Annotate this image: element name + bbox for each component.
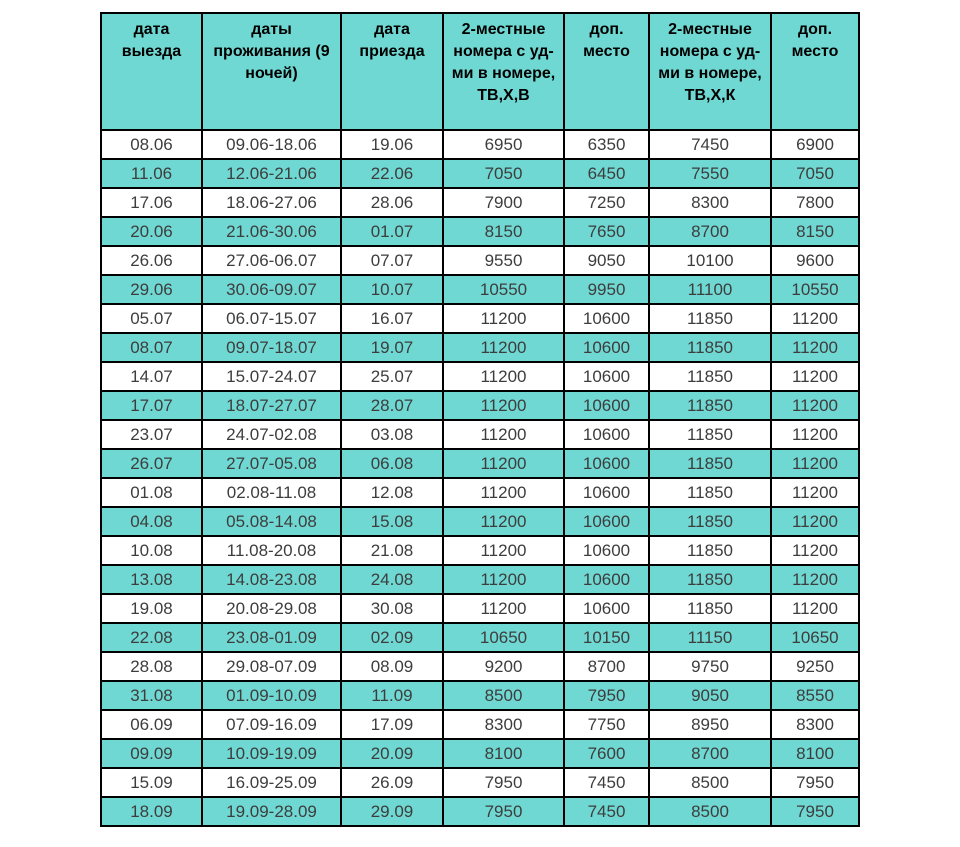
table-cell: 7950 [771, 797, 859, 826]
header-departure-date: дата выезда [101, 13, 202, 130]
table-cell: 10600 [564, 565, 649, 594]
table-row [101, 681, 859, 710]
table-cell: 11.06 [101, 159, 202, 188]
table-cell: 8300 [771, 710, 859, 739]
table-cell: 11200 [443, 536, 564, 565]
table-cell: 10150 [564, 623, 649, 652]
header-stay-dates: даты проживания (9 ночей) [202, 13, 341, 130]
table-cell: 11.08-20.08 [202, 536, 341, 565]
table-cell: 19.07 [341, 333, 443, 362]
table-body [101, 130, 859, 826]
table-cell: 10100 [649, 246, 771, 275]
table-cell: 11200 [443, 449, 564, 478]
table-row [101, 768, 859, 797]
table-cell: 7950 [443, 768, 564, 797]
table-cell: 8500 [649, 797, 771, 826]
table-row [101, 217, 859, 246]
table-cell: 11200 [771, 420, 859, 449]
table-cell: 6900 [771, 130, 859, 159]
table-row [101, 333, 859, 362]
table-cell: 16.09-25.09 [202, 768, 341, 797]
table-cell: 8100 [443, 739, 564, 768]
table-row [101, 536, 859, 565]
table-cell: 11200 [771, 536, 859, 565]
table-cell: 11850 [649, 420, 771, 449]
header-extra-bed-1: доп. место [564, 13, 649, 130]
table-row [101, 188, 859, 217]
table-cell: 10600 [564, 507, 649, 536]
table-cell: 7600 [564, 739, 649, 768]
table-cell: 23.08-01.09 [202, 623, 341, 652]
table-cell: 7650 [564, 217, 649, 246]
table-cell: 11850 [649, 565, 771, 594]
table-cell: 01.07 [341, 217, 443, 246]
table-cell: 09.09 [101, 739, 202, 768]
table-cell: 10.09-19.09 [202, 739, 341, 768]
table-cell: 7950 [443, 797, 564, 826]
table-row [101, 710, 859, 739]
table-row [101, 130, 859, 159]
table-cell: 25.07 [341, 362, 443, 391]
table-cell: 09.07-18.07 [202, 333, 341, 362]
table-cell: 10600 [564, 333, 649, 362]
table-cell: 11850 [649, 304, 771, 333]
table-cell: 26.06 [101, 246, 202, 275]
table-cell: 7950 [564, 681, 649, 710]
table-cell: 08.06 [101, 130, 202, 159]
table-cell: 9550 [443, 246, 564, 275]
table-cell: 15.07-24.07 [202, 362, 341, 391]
table-cell: 02.09 [341, 623, 443, 652]
table-cell: 9050 [649, 681, 771, 710]
table-cell: 11200 [443, 565, 564, 594]
table-cell: 19.06 [341, 130, 443, 159]
table-cell: 8300 [649, 188, 771, 217]
table-cell: 10650 [771, 623, 859, 652]
header-double-room-tvhk: 2-местные номера с уд-ми в номере, ТВ,Х,К [649, 13, 771, 130]
header-extra-bed-2: доп. место [771, 13, 859, 130]
table-cell: 11200 [771, 391, 859, 420]
table-cell: 08.09 [341, 652, 443, 681]
table-cell: 10600 [564, 536, 649, 565]
table-cell: 7450 [564, 768, 649, 797]
table-cell: 11200 [771, 304, 859, 333]
table-row [101, 159, 859, 188]
table-cell: 8700 [649, 217, 771, 246]
table-cell: 10600 [564, 594, 649, 623]
table-cell: 11850 [649, 594, 771, 623]
table-cell: 26.07 [101, 449, 202, 478]
table-cell: 18.06-27.06 [202, 188, 341, 217]
table-cell: 20.08-29.08 [202, 594, 341, 623]
table-cell: 7250 [564, 188, 649, 217]
table-cell: 11.09 [341, 681, 443, 710]
table-cell: 29.09 [341, 797, 443, 826]
table-cell: 17.09 [341, 710, 443, 739]
table-cell: 21.06-30.06 [202, 217, 341, 246]
table-cell: 11850 [649, 362, 771, 391]
table-row [101, 565, 859, 594]
table-cell: 8700 [564, 652, 649, 681]
table-row [101, 304, 859, 333]
table-cell: 20.09 [341, 739, 443, 768]
table-cell: 11200 [771, 507, 859, 536]
table-cell: 29.08-07.09 [202, 652, 341, 681]
table-row [101, 478, 859, 507]
table-cell: 20.06 [101, 217, 202, 246]
table-cell: 19.09-28.09 [202, 797, 341, 826]
table-cell: 8100 [771, 739, 859, 768]
table-cell: 9250 [771, 652, 859, 681]
table-cell: 10550 [443, 275, 564, 304]
table-cell: 11200 [771, 333, 859, 362]
table-cell: 11200 [443, 362, 564, 391]
table-cell: 30.08 [341, 594, 443, 623]
table-cell: 12.08 [341, 478, 443, 507]
table-cell: 6950 [443, 130, 564, 159]
table-cell: 7450 [564, 797, 649, 826]
table-cell: 7550 [649, 159, 771, 188]
table-cell: 21.08 [341, 536, 443, 565]
table-row [101, 246, 859, 275]
table-cell: 09.06-18.06 [202, 130, 341, 159]
table-row [101, 449, 859, 478]
table-cell: 11200 [443, 333, 564, 362]
table-cell: 18.09 [101, 797, 202, 826]
table-cell: 9200 [443, 652, 564, 681]
table-cell: 11200 [771, 362, 859, 391]
table-cell: 11850 [649, 391, 771, 420]
table-cell: 03.08 [341, 420, 443, 449]
table-cell: 12.06-21.06 [202, 159, 341, 188]
table-cell: 11200 [443, 420, 564, 449]
table-cell: 11200 [771, 478, 859, 507]
table-cell: 7450 [649, 130, 771, 159]
table-cell: 8550 [771, 681, 859, 710]
table-cell: 19.08 [101, 594, 202, 623]
table-cell: 10550 [771, 275, 859, 304]
table-cell: 7900 [443, 188, 564, 217]
table-cell: 11150 [649, 623, 771, 652]
header-row [101, 13, 859, 130]
table-cell: 28.06 [341, 188, 443, 217]
table-cell: 11200 [771, 594, 859, 623]
price-schedule-table [100, 12, 860, 827]
table-cell: 10.08 [101, 536, 202, 565]
table-cell: 11100 [649, 275, 771, 304]
table-cell: 24.08 [341, 565, 443, 594]
table-cell: 24.07-02.08 [202, 420, 341, 449]
table-cell: 11850 [649, 507, 771, 536]
table-cell: 8500 [649, 768, 771, 797]
table-cell: 11850 [649, 333, 771, 362]
table-cell: 8300 [443, 710, 564, 739]
table-cell: 27.06-06.07 [202, 246, 341, 275]
table-cell: 15.08 [341, 507, 443, 536]
table-cell: 18.07-27.07 [202, 391, 341, 420]
table-cell: 14.07 [101, 362, 202, 391]
table-cell: 7050 [443, 159, 564, 188]
table-cell: 06.09 [101, 710, 202, 739]
table-cell: 06.07-15.07 [202, 304, 341, 333]
table-row [101, 391, 859, 420]
table-cell: 13.08 [101, 565, 202, 594]
table-cell: 8950 [649, 710, 771, 739]
table-cell: 07.09-16.09 [202, 710, 341, 739]
table-cell: 01.09-10.09 [202, 681, 341, 710]
table-row [101, 275, 859, 304]
table-cell: 10600 [564, 420, 649, 449]
table-cell: 05.07 [101, 304, 202, 333]
table-cell: 05.08-14.08 [202, 507, 341, 536]
table-cell: 11200 [443, 594, 564, 623]
table-cell: 7750 [564, 710, 649, 739]
table-cell: 10600 [564, 391, 649, 420]
table-cell: 04.08 [101, 507, 202, 536]
table-cell: 10650 [443, 623, 564, 652]
table-cell: 31.08 [101, 681, 202, 710]
table-cell: 22.08 [101, 623, 202, 652]
table-cell: 29.06 [101, 275, 202, 304]
table-row [101, 362, 859, 391]
table-row [101, 420, 859, 449]
table-cell: 11200 [443, 507, 564, 536]
table-cell: 01.08 [101, 478, 202, 507]
table-cell: 7800 [771, 188, 859, 217]
table-row [101, 739, 859, 768]
table-cell: 9950 [564, 275, 649, 304]
table-cell: 28.08 [101, 652, 202, 681]
table-cell: 9050 [564, 246, 649, 275]
table-cell: 22.06 [341, 159, 443, 188]
table-row [101, 594, 859, 623]
table-cell: 7950 [771, 768, 859, 797]
table-cell: 10600 [564, 449, 649, 478]
table-cell: 10600 [564, 478, 649, 507]
table-cell: 11850 [649, 449, 771, 478]
table-cell: 11200 [771, 565, 859, 594]
table-cell: 26.09 [341, 768, 443, 797]
table-row [101, 797, 859, 826]
table-cell: 10600 [564, 304, 649, 333]
table-cell: 08.07 [101, 333, 202, 362]
table-cell: 10600 [564, 362, 649, 391]
table-cell: 23.07 [101, 420, 202, 449]
table-cell: 8700 [649, 739, 771, 768]
table-cell: 30.06-09.07 [202, 275, 341, 304]
table-cell: 11200 [443, 478, 564, 507]
table-cell: 07.07 [341, 246, 443, 275]
table-cell: 11850 [649, 478, 771, 507]
header-double-room-tvhv: 2-местные номера с уд-ми в номере, ТВ,Х,В [443, 13, 564, 130]
table-cell: 8500 [443, 681, 564, 710]
table-header [101, 13, 859, 130]
table-cell: 28.07 [341, 391, 443, 420]
table-cell: 17.07 [101, 391, 202, 420]
table-row [101, 652, 859, 681]
table-cell: 8150 [771, 217, 859, 246]
table-cell: 8150 [443, 217, 564, 246]
table-cell: 10.07 [341, 275, 443, 304]
table-cell: 11200 [771, 449, 859, 478]
table-row [101, 507, 859, 536]
table-cell: 17.06 [101, 188, 202, 217]
table-row [101, 623, 859, 652]
table-cell: 15.09 [101, 768, 202, 797]
table-cell: 11200 [443, 304, 564, 333]
table-cell: 16.07 [341, 304, 443, 333]
table-cell: 9600 [771, 246, 859, 275]
table-cell: 6450 [564, 159, 649, 188]
table-cell: 02.08-11.08 [202, 478, 341, 507]
table-cell: 14.08-23.08 [202, 565, 341, 594]
table-cell: 11850 [649, 536, 771, 565]
table-cell: 6350 [564, 130, 649, 159]
table-cell: 27.07-05.08 [202, 449, 341, 478]
table-cell: 11200 [443, 391, 564, 420]
table-cell: 9750 [649, 652, 771, 681]
table-cell: 7050 [771, 159, 859, 188]
header-arrival-date: дата приезда [341, 13, 443, 130]
table-cell: 06.08 [341, 449, 443, 478]
